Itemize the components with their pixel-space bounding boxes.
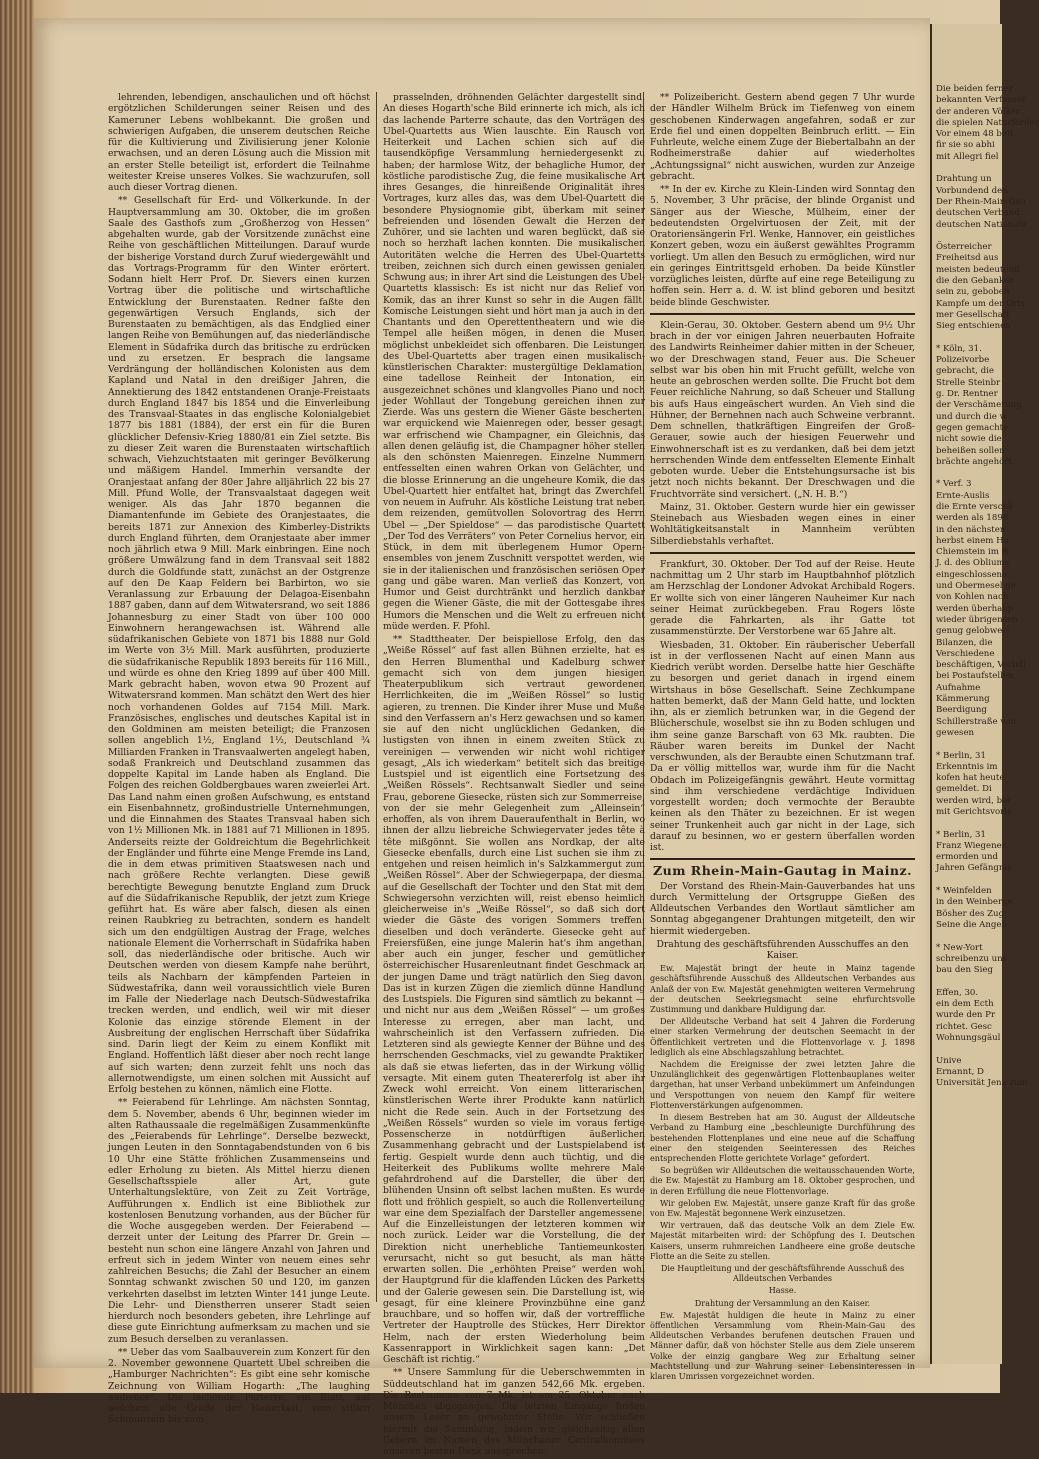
adjacent-page-line: und Obermesel ge [936,581,1016,592]
paragraph: So begrüßen wir Alldeutschen die weitausschauenden Worte, die Ew. Majestät zu Hamburg am 18. Oktober gesprochen, und in deren Erfüllung die neue Flottenvorlage. [650,1165,915,1196]
paragraph: ** In der ev. Kirche zu Klein-Linden wird Sonntag den 5. November, 3 Uhr präcise, der blinde Organist und Sänger aus der Wiesche, Mülheim, einer der bedeutendsten Orgelvirtuosen der Zeit, mit der Oratoriensängerin Frl. Wenke, Hannover, ein geistliches Konzert geben, wozu ein äußerst gewähltes Programm vorliegt. Um allen den Besuch zu ermöglichen, wird nur ein geringes Eintrittsgeld erhoben. Da beide Künstler vorzügliches leisten, dürfte auf eine rege Beteiligung zu hoffen sein. Herr a. d. W. ist blind geboren und besitzt beide blinde Geschwister. [650,184,915,308]
adjacent-page-line: sein zu, geboben [936,287,1010,298]
adjacent-page-line: gebracht, die [936,366,994,377]
adjacent-page-line: Bösher des Zug [936,908,1005,919]
section-rule [650,552,915,554]
column-1 [108,92,370,1428]
adjacent-page-line: Wohnungsgäul [936,1032,1001,1043]
adjacent-page-line: Aufnahme [936,682,981,693]
adjacent-page-line: * New-Yort [936,942,983,953]
paragraph: ** Stadttheater. Der beispiellose Erfolg, den das „Weiße Rössel“ auf fast allen Bühnen erzielte, hat es den Herren Blumenthal und Kadelburg schwer gemacht sich von dem jungen hiesigen Theaterpublikum sich vertraut gewordenen Herrlichkeiten, die im „Weißen Rössel“ so lustig agieren, zu trennen. Die Kinder ihrer Muse und Muße sind den Verfassern an's Herz gewachsen und so kamen sie auf den nicht unglücklichen Gedanken, die lustigsten von ihnen in einem zweiten Stück zu vereinigen — verwenden wir nicht wohl richtiger gesagt, „Als ich wiederkam“ betitelt sich das breitige Lustspiel und ist eigentlich eine Fortsetzung des „Weißen Rössels“. Rechtsanwalt Siedler und seine Frau, geborene Giesecke, rüsten sich zur Sommerreise, von der sie mehr Gelegenheit zum „Alleinsein“ erhoffen, als von ihrem Daueraufenthalt in Berlin, wo ihnen der allzu liebreiche Schwiegervater jedes tête à tête mißgönnt. Sie wollen ans Nordkap, der alte Giesecke ebenfalls, durch eine List suchen sie ihm zu entgehen und reisen heimlich in's Salzkammergut zum „Weißen Rössel“. Aber der Schwiegerpapa, der diesmal auf die Gesellschaft der Tochter und den Stat mit dem Schwiegersohn verzichten will, reist ebenso heimlich gleicherweise in's „Weiße Rössel“, so daß sich dort wieder die Gäste des vorigen Sommers treffen: dieselben und doch veränderte. Giesecke geht auf Freiersfüßen, eine junge Malerin hat's ihm angethan, aber auch ein junger, fescher und gemütlicher österreichischer Husarenleutnant findet Geschmack an der jungen Dame und trägt natürlich den Sieg davon. Das ist in kurzen Zügen die ziemlich dünne Handlung des Lustspiels. Die Figuren sind sämtlich zu bekannt — und nicht nur aus dem „Weißen Rössel“ — um großes Interesse zu erregen, aber man lacht, und wahrscheinlich ist den Verfassern zufrieden. Die Letzteren sind als gewiegte Kenner der Bühne und des herrschenden Geschmacks, viel zu gewandte Praktiker, als daß sie etwas lieferten, das in der Wirkung völlig versagte. Mit einem guten Theatererfolg ist aber ihr Zweck wohl erreicht. Von einem litterarischen, künstlerischen Werte ihrer Produkte kann natürlich nicht die Rede sein. Auch in der Fortsetzung des „Weißen Rössels“ wurden so viele im voraus fertige Possenscherze in notdürftigen äußerlichen Zusammenhang gebracht und der Lustspielabend ist fertig. Gespielt wurde denn auch tüchtig, und die Heiterkeit des Publikums wollte mehrere Male gefahrdrohend auf die Darsteller, die über den blühenden Unsinn oft selbst lachen mußten. Es wurde flott und fröhlich gespielt, so auch die Rollenverteilung war eine dem Spezialfach der Darsteller angemessene. Auf die Einzelleistungen der letzteren kommen wir noch zurück. Leider war die Vorstellung, die der Direktion nicht unerhebliche Tantiemeunkosten verursacht, nicht so gut besucht, als man hätte erwarten sollen. Die „erhöhten Preise“ werden wohl der Hauptgrund für die klaffenden Lücken des Parketts und der Galerie gewesen sein. Die Darstellung ist, wie gesagt, für eine kleinere Provinzbühne eine ganz brauchbare, und so hoffen wir, daß der vortreffliche Vertreter der Hauptrolle des Stückes, Herr Direktor Helm, nach der ersten Wiederholung beim Kassenrapport in Wirklichkeit sagen kann: „Det Geschäft ist richtig.“ [383,634,645,1365]
adjacent-page-line: werden überhaup [936,603,1014,614]
adjacent-page-line [932,333,1002,344]
paragraph: Wir geloben Ew. Majestät, unsere ganze Kraft für das große von Ew. Majestät begonnene Werk einzusetzen. [650,1197,915,1218]
paragraph: ** Feierabend für Lehrlinge. Am nächsten Sonntag, dem 5. November, abends 6 Uhr, beginnen wieder im alten Rathaussaale die regelmäßigen Zusammenkünfte des „Feierabends für Lehrlinge“. Derselbe bezweckt, jungen Leuten in den Sonntagabendstunden von 6 bis 10 Uhr eine Stätte fröhlichen Zusammenseins und edler Erholung zu bieten. Als Mittel hierzu dienen Gesellschaftsspiele aller Art, gute Unterhaltungslektüre, von Zeit zu Zeit Vorträge, Aufführungen x. Endlich ist eine Bibliothek zur kostenlosen Benutzung vorhanden, aus der Bücher für die Woche ausgegeben werden. Der Feierabend — derzeit unter der Leitung des Pfarrer Dr. Grein — besteht nun schon eine längere Anzahl von Jahren und erfreut sich in jedem Winter von neuem eines sehr zahlreichen Besuchs; die Zahl der Besucher an einem Sonntag schwankt zwischen 50 und 120, im ganzen verkehrten daselbst im letzten Winter 141 junge Leute. Die Lehr- und Dienstherren unserer Stadt seien hierdurch noch besonders gebeten, ihre Lehrlinge auf diese gute Einrichtung aufmerksam zu machen und sie zum Besuch derselben zu veranlassen. [108,1097,370,1345]
adjacent-page-line: die den Gebanken [936,276,1015,287]
adjacent-page-line: g. Dr. Rentner [936,389,998,400]
adjacent-page-line: Die beiden ferner [936,84,1013,94]
paragraph: lehrenden, lebendigen, anschaulichen und oft höchst ergötzlichen Schilderungen seiner Reisen und des Kameruner Lebens wohlbekannt. Die großen und schwierigen Aufgaben, die unserem deutschen Reiche für die Kultivierung und Zivilisierung jener Kolonie erwachsen, und an deren Lösung auch die Mission mit an erster Stelle beteiligt ist, erfordert die Teilnahme weitester Kreise unseres Volkes. Sie wachzurufen, soll auch dieser Vortrag dienen. [108,92,370,193]
book-spine [0,0,34,1393]
paragraph: prasselnden, dröhnenden Gelächter dargestellt sind. An dieses Hogarth'sche Bild erinnerte ich mich, als ich das lachende Parterre schaute, das den Vorträgen des Ubel-Quartetts aus Wien lauschte. Ein Rausch von Heiterkeit und Lachen schien sich auf die tausendköpfige Versammlung herniedergesenkt zu haben; der harmlose Witz, der behagliche Humor, der köstliche parodistische Zug, die feine musikalische Art ihres Gesanges, die hinreißende Originalität ihres Vortrages, kurz alles das, was dem Ubel-Quartett die besondere Physiognomie gibt, überkam mit seiner befreienden und lösenden Gewalt die Herzen der Zuhörer, und sie lachten und waren beglückt, daß sie noch so herzhaft lachen konnten. Die musikalischen Autoritäten welche die Herren des Ubel-Quartetts treiben, zeichnen sich durch einen gewissen genialen Schwung aus; in ihrer Art sind die Leistungen des Ubel-Quartetts klassisch: Es ist nicht nur das Relief von Komik, das an ihrer Kunst so sehr in die Augen fällt. Komische Leistungen sieht und hört man ja auch in den Chantants und den Operettentheatern und wie die Tempel alle heißen mögen, in denen die Musen möglichst unbekleidet sich offenbaren. Die Leistungen des Ubel-Quartetts aber tragen einen musikalisch-künstlerischen Charakter: mustergültige Deklamation, eine tadellose Reinheit der Intonation, ein ausgezeichnet schönes und klangvolles Piano und noch jeder Wohllaut der Tongebung gereichen ihnen zur Zierde. Was uns gestern die Wiener Gäste bescherten, war erquickend wie Maienregen oder, besser gesagt, war erfrischend wie Champagner, ein Gleichnis, das allen denen geläufig ist, die Champagner höher stellen als den schönsten Maienregen. Einzelne Nummern entfesselten einen wahren Orkan von Gelächter, und die blosse Erinnerung an die ungeheure Komik, die das Ubel-Quartett hier entfaltet hat, bringt das Zwerchfell von neuem in Aufruhr. Als köstliche Leistung trat neben dem reizenden, gemütvollen Solovortrag des Herrn Ubel — „Der Spieldose“ — das parodistische Quartett „Der Tod des Verräters“ von Peter Cornelius hervor, ein Stück, in dem mit überlegenem Humor Opern-ensembles von jenem Zuschnitt verspottet werden, wie sie in der italienischen und französischen seriösen Oper gang und gäbe waren. Man verließ das Konzert, von Humor und Geist durchtränkt und herzlich dankbar gegen die Wiener Gäste, die mit der Gottesgabe ihres Humors die Menschen und die Welt zu erfreuen nicht müde werden. F. Pfohl. [383,92,645,632]
adjacent-page-line: Vorbundend den [936,185,1008,196]
adjacent-page-line: Freiheitsd aus [936,253,999,264]
signature-name: Hasse. [768,1285,797,1296]
adjacent-page-line: Erkenntnis im [936,761,998,772]
telegram-text [650,963,915,1381]
adjacent-page-line: die Ernte verschä [936,501,1014,512]
adjacent-page-line: Vor einem 48 beit [936,129,1014,140]
column-3 [650,92,915,1383]
adjacent-page-line: wurde den Pr [936,1010,996,1021]
adjacent-page-line: mit Gerichtsvorle [936,807,1013,817]
paragraph: Frankfurt, 30. Oktober. Der Tod auf der Reise. Heute nachmittag um 2 Uhr starb im Hauptbahnhof plötzlich am Herzschlag der Londoner Advokat Archibald Rogers. Er wollte sich von einer längeren Nauheimer Kur nach seiner Heimat zurückbegeben. Frau Rogers löste gerade die Fahrkarten, als ihr Gatte tot zusammenstürzte. Der Verstorbene war 65 Jahre alt. [650,558,915,638]
paragraph: Ew. Majestät huldigen die heute in Mainz zu einer öffentlichen Versammlung vom Rhein-Main-Gau des Alldeutschen Verbandes berufenen deutschen Frauen und Männer dafür, daß von höchster Stelle aus dem Ziele unserem Volke der einzig gangbare Weg zur Erhaltung seiner Machtstellung und zur Wahrung seiner Lebensinteressen in klaren Umrissen vorgezeichnet worden. [650,1309,915,1381]
adjacent-page-line: von Kohlen nach [936,592,1009,603]
adjacent-page-line: Der Rhein-Main-Gau [936,196,1026,207]
adjacent-page-line: * Weinfelden [936,886,992,897]
adjacent-page-line: beheißen sollen [936,445,1005,456]
adjacent-page-line: Franz Wiegener [936,840,1006,851]
adjacent-page-line: gewesen [936,727,975,738]
adjacent-page-edge [930,24,1039,1364]
adjacent-page-line [932,875,1002,886]
paragraph: Nachdem die Ereignisse der zwei letzten Jahre die Unzulänglichkeit des gegenwärtigen Flottenbauplanes weiter dargethan, hat unser Verband unbekümmert um Anfeindungen und Verspottungen von neuem den Kampf für weitere Flottenverstärkungen aufgenommen. [650,1059,915,1110]
adjacent-page-line: Effen, 30. [936,987,979,998]
adjacent-page-line: in den Weinberge [936,897,1013,908]
adjacent-page-line: gemeldet. Di [936,784,992,795]
signature-line: Die Hauptleitung und der geschäftsführende Ausschuß des Alldeutschen Verbandes [660,1262,905,1284]
adjacent-page-line: und durch die w [936,411,1007,422]
adjacent-page-line: Unive [936,1055,962,1066]
adjacent-page-line: Bilanzen, die [936,637,993,648]
adjacent-page-line: Universität Jena zum [936,1078,1028,1089]
adjacent-page-line: Österreicher [936,242,992,253]
adjacent-page-line: Kampfe um der Orts [936,298,1026,309]
adjacent-page-line: nicht sowie die [936,434,1002,445]
adjacent-page-line: wieder übrigensen [936,614,1018,625]
adjacent-page-line [932,739,1002,750]
adjacent-page-line: richtet. Gesc [936,1021,992,1032]
adjacent-page-line: beschäftigen, Verbdi [936,660,1026,671]
adjacent-page-line: mit Allegri fiel [936,151,999,162]
adjacent-page-line: meisten bedeutend [936,264,1020,275]
adjacent-page-line: Drahtung un [936,174,992,185]
adjacent-page-line [932,818,1002,829]
adjacent-page-line: gegen gemachte [936,422,1009,433]
adjacent-page-line: fir sie so abhi [936,140,995,151]
adjacent-page-line: herbst einem Ha [936,535,1009,546]
paragraph: Wir vertrauen, daß das deutsche Volk an dem Ziele Ew. Majestät mitarbeiten wird: der Schöpfung des I. Deutschen Kaisers, unserm ruhmreichen Landheere eine große deutsche Flotte an die Seite zu stellen. [650,1220,915,1261]
adjacent-page-line: Kämmerung [936,694,990,705]
column-2 [383,92,645,1459]
adjacent-page-line: Sieg entschienen [936,321,1011,332]
adjacent-page-line: Ernte-Auslis [936,490,990,501]
section-rule [650,858,915,860]
adjacent-page-line: werden wird, bie [936,795,1010,806]
adjacent-page-line: mer Gesellschaft [936,309,1010,320]
paragraph: ** Gesellschaft für Erd- und Völkerkunde. In der Hauptversammlung am 30. Oktober, die im großen Saale des Gasthofs zum „Großherzog von Hessen“ abgehalten wurde, gab der Vorsitzende zunächst eine Reihe von geschäftlichen Mitteilungen. Darauf wurde der bisherige Vorstand durch Zuruf wiedergewählt und das Vortrags-Programm für den Winter erörtert. Sodann hielt Herr Prof. Dr. Sievers einen kurzen Vortrag über die politische und wirtschaftliche Entwicklung der Burenstaaten. Redner faßte den gegenwärtigen Versuch Englands, sich der Burenstaaten zu bemächtigen, als das Endglied einer langen Reihe von Bemühungen auf, das niederländische Element in Südafrika durch das britische zu erdrücken und zu ersetzen. Er besprach die langsame Verdrängung der holländischen Kolonisten aus dem Kapland und Natal in den dreißiger Jahren, die Annektierung des 1842 entstandenen Oranje-Freistaats durch England 1847 bis 1854 und die Einverleibung des Transvaal-Staates in das englische Kolonialgebiet 1877 bis 1881 (1884), der erst ein für die Buren glücklicher Defensiv-Krieg 1880/81 ein Ziel setzte. Bis zu dieser Zeit waren die Burenstaaten wirtschaftlich schwach, Viehzuchtstaaten mit geringer Bevölkerung und mäßigem Handel. Immerhin versandte der Oranjestaat anfang der 80er Jahre alljährlich 22 bis 27 Mill. Pfund Wolle, der Transvaalstaat dagegen weit weniger. Als das Jahr 1870 begannen die Diamantenfunde im Gebiete des Oranjestaates, die bereits 1871 zur Annexion des Kimberley-Distrikts durch England führten, dem Oranjestaate aber immer noch jährlich etwa 9 Mill. Mark einbringen. Eine noch größere Umwälzung fand in dem Transvaal seit 1882 durch die Goldfunde statt, zunächst an der Ostgrenze auf den De Kaap Feldern bei Barbirton, wo sie Veranlassung zur Erbauung der Delagoa-Eisenbahn 1887 gaben, dann auf dem Witwatersrand, wo seit 1886 Johannesburg zu einer Stadt von über 100 000 Einwohnern herangewachsen ist. Während alle südafrikanischen Gebiete von 1871 bis 1888 nur Gold im Werte von 3½ Mill. Mark ausführten, produzierte die südafrikanische Republik 1893 bereits für 116 Mill., und würde es ohne den Krieg 1899 auf über 400 Mill. Mark gebracht haben, wovon etwa 90 Prozent auf Witwatersrand kommen. Man schätzt den Wert des hier noch vorhandenen Goldes auf 7154 Mill. Mark. Französisches, englisches und deutsches Kapital ist in den Goldminen am meisten beteiligt; die Franzosen sollen angeblich 1½, England 1½, Deutschland ¾ Milliarden Franken in Transvaalwerten angelegt haben, sodaß Frankreich und Deutschland zusammen das doppelte Kapital im Lande haben als England. Die Folgen des reichen Goldbergbaues waren zweierlei Art. Das Land nahm einen großen Aufschwung, es entstand ein Eisenbahnnetz, großindustrielle Unternehmungen, und die Einnahmen des Staates Transvaal haben sich von 1½ Millionen Mk. in 1881 auf 71 Millionen in 1895. Anderseits reizte der Goldreichtum die Begehrlichkeit der Engländer und führte eine Menge Fremde ins Land, die in dem etwas primitiven Staatswesen nach und nach größere Rechte verlangten. Diese gewiß berechtigte Bewegung benutzte England zum Druck auf die Südafrikanische Republik, der jetzt zum Kriege geführt hat. Es wäre aber falsch, diesen als einen reinen Raubkrieg zu betrachten, sondern es handelt sich um den endgültigen Austrag der Frage, welches nationale Element die Vorherrschaft in Südafrika haben soll, das niederländische oder britische. Auch wir Deutschen werden von diesem Kampfe nahe berührt, teils als Nachbarn der kämpfenden Parteien in Südwestafrika, dann weil voraussichtlich viele Buren im Falle der Niederlage nach Deutsch-Südwestafrika trecken werden, und endlich, weil wir mit dieser Kolonie das einzige störende Element in der Ausbreitung der englischen Herrschaft über Südafrika sind. Darin liegt der Keim zu einem Konflikt mit England. Hoffentlich läßt dieser aber noch recht lange auf sich warten; denn zurzeit fehlt uns noch das allernotwendigste, um einen solchen mit Aussicht auf Erfolg bestehen zu können, nämlich eine Flotte. [108,195,371,1095]
adjacent-page-line: werden als 1898 [936,513,1009,524]
adjacent-page-line: genug gelobwerl [936,626,1010,637]
column-divider-1 [376,92,377,1302]
adjacent-page-line: ermorden und [936,852,999,863]
paragraph: ** Ueber das vom Saalbauverein zum Konzert für den 2. November gewonnene Quartett Ubel schreiben die „Hamburger Nachrichten“: Es gibt eine sehr komische Zeichnung von William Hogarth: „The laughing audience“. Die lachende Parterre, ein Blatt, auf welchem alle Grade der Heiterkeit, vom stillen Schmunzeln bis zum [108,1346,370,1426]
adjacent-page-line: die spielen Naturforder [936,117,1039,128]
subheading: Drahtung der Versammlung an den Kaiser. [694,1297,871,1308]
adjacent-page-line: bei Postaufstellen [936,671,1014,682]
paragraph: Klein-Gerau, 30. Oktober. Gestern abend um 9½ Uhr brach in der vor einigen Jahren neuerbauten Hofraite des Landwirts Reinheimer dahier mitten in der Scheuer, wo der Dreschwagen stand, Feuer aus. Die Scheuer selbst war bis oben hin mit Frucht gefüllt, welche von heute an gebroschen werden sollte. Die Frucht bot dem Feuer reichliche Nahrung, so daß Scheuer und Stallung bis aufs Haus eingeäschert wurden. An Vieh sind die Hühner, der Bernehnen nach auch Schweine verbrannt. Dem schnellen, thatkräftigen Eingreifen der Groß-Gerauer, sowie auch der hiesigen Feuerwehr und Einwohnerschaft ist es zu verdanken, daß bei dem jetzt herrschenden Winde dem entfesselten Elemente Einhalt geboten wurde. Ueber die Entstehungsursache ist bis jetzt noch nichts bekannt. Der Dreschwagen und die Fruchtvorräte sind versichert. („N. H. B.“) [650,319,915,500]
paragraph: Mainz, 31. Oktober. Gestern wurde hier ein gewisser Steinebach aus Wiesbaden wegen eines in einer Wohltätigkeitsanstalt in Mannheim verübten Silberdiebstahls verhaftet. [650,501,915,547]
adjacent-page-line [932,931,1002,942]
adjacent-page-line: Verschiedene [936,648,995,659]
adjacent-page-line: * Berlin, 31 [936,750,986,761]
adjacent-page-line [932,976,1002,987]
adjacent-page-line: der anderen Völker [936,106,1020,117]
subheading: Drahtung des geschäftsführenden Ausschuffes an den Kaiser. [656,938,909,961]
adjacent-page-line: * Berlin, 31 [936,829,986,840]
paragraph: ** Polizeibericht. Gestern abend gegen 7 Uhr wurde der Händler Wilhelm Brück im Tiefenweg von einem geschobenen Kinderwagen angefahren, sodaß er zur Erde fiel und einen doppelten Beinbruch erlitt. — Ein Fuhrleute, welche einem Zuge der Biebertalbahn an der Rodheimerstraße dahier auf wiederholtes „Achtungssignal“ nicht auswichen, wurden zur Anzeige gebracht. [650,92,915,182]
section-rule [650,313,915,315]
adjacent-page-line: deutschen Verband [936,208,1020,219]
adjacent-page-line: der Verschämerung [936,400,1022,411]
adjacent-page-line: brächte angehört [936,456,1012,467]
paragraph: In diesem Bestreben hat am 30. August der Alldeutsche Verband zu Hamburg eine „beschleunigte Durchführung des bestehenden Flottenplanes und eine neue auf die Schaffung einer den steigenden Seeinteressen des Reiches entsprechenden Flotte gerichtete Vorlage“ gefordert. [650,1112,915,1163]
adjacent-page-line: eingeschlossene [936,569,1008,580]
adjacent-page-line: Strelle Steinbr [936,377,1001,388]
adjacent-page-line: deutschen Nationale [936,219,1027,230]
adjacent-page-line [932,231,1002,242]
adjacent-page-line [932,468,1002,479]
adjacent-page-line: Chiemstein im R [936,547,1009,558]
adjacent-page-line: * Köln, 31. [936,343,982,354]
adjacent-page-line: ein dem Ecth [936,999,994,1010]
adjacent-page-line: Jahren Gefängnis [936,863,1012,874]
section-heading: Zum Rhein-Main-Gautag in Mainz. [653,863,912,879]
adjacent-page-line: J. d. des Obliums [936,558,1010,569]
adjacent-page-line: Ernannt, D [936,1066,984,1077]
adjacent-page-line: Beerdigung [936,705,987,716]
adjacent-page-line [932,163,1002,174]
paragraph: Der Alldeutsche Verband hat seit 4 Jahren die Forderung einer starken Vermehrung der deutschen Seemacht in der Öffentlichkeit vertreten und die Flottenvorlage v. J. 1898 lediglich als eine Abschlagszahlung betrachtet. [650,1016,915,1057]
adjacent-page-line: kofen hat heute [936,773,1005,784]
adjacent-page-line: schreibenzu uns [936,953,1008,964]
paragraph: Ew. Majestät bringt der heute in Mainz tagende geschäftsführende Ausschuß des Alldeutschen Verbandes aus Anlaß der von Ew. Majestät genehmigten weiteren Vermehrung der deutschen Seekriegsmacht seine ehrfurchtsvolle Zustimmung und dankbare Huldigung dar. [650,963,915,1015]
paragraph: Der Vorstand des Rhein-Main-Gauverbandes hat uns durch Vermittelung der Ortsgruppe Gießen des Alldeutschen Verbandes den Wortlaut sämtlicher am Sonntag abgegangener Drahtungen mitgeteilt, den wir hiermit wiedergeben. [650,880,915,937]
adjacent-page-line [932,1044,1002,1055]
adjacent-page-line: bekannten Verfasser [936,95,1026,106]
paragraph: ** Unsere Sammlung für die Ueberschwemmten in Süddeutschland hat im ganzen 542,66 Mk. ergeben. Die Restsumme von 7 Mk. ist am 25. Oktober nach München abgegangen. Die letzten Eingänge finden unsere Leser an gewohnter Stelle. Wir schließen hiermit die Sammlung, indem wir gleichzeitig allen Gebern im Namen des Münchener Centralkomitees unseren besten Dank aussprechen. [383,1367,645,1457]
adjacent-page-line: in den nächsten [936,524,1006,535]
adjacent-page-line: Polizeivorbe [936,355,990,366]
adjacent-page-line: Seine die Angeh [936,919,1008,930]
adjacent-page-line: * Verf. 3 [936,479,972,490]
paragraph: Wiesbaden, 31. Oktober. Ein räuberischer Ueberfall ist in der verflossenen Nacht auf einen Mann aus Kiedrich verübt worden. Derselbe hatte hier Geschäfte zu besorgen und geriet danach in irgend einem Wirtshaus in böse Gesellschaft. Seine Zechkumpane hatten bemerkt, daß der Mann Geld hatte, und lockten ihn, als er ziemlich betrunken war, in die Gegend der Blücherschule, woselbst sie ihn zu Boden schlugen und ihm seine ganze Barschaft von 63 Mk. raubten. Die Räuber waren bereits im Dunkel der Nacht verschwunden, als der Beraubte einen Schutzmann traf. Da er völlig mittellos war, wurde ihm für die Nacht Obdach im Polizeigefängnis gewährt. Heute vormittag sind ihm verschiedene verdächtige Individuen vorgestellt worden; doch vermochte der Beraubte keinen als den Thäter zu bezeichnen. Er ist wegen seiner Trunkenheit auch gar nicht in der Lage, sich darauf zu besinnen, wo er gestern überfallen worden ist. [650,639,915,853]
adjacent-page-line: bau den Sieg [936,965,993,976]
adjacent-page-line: Schillerstraße von [936,716,1016,727]
